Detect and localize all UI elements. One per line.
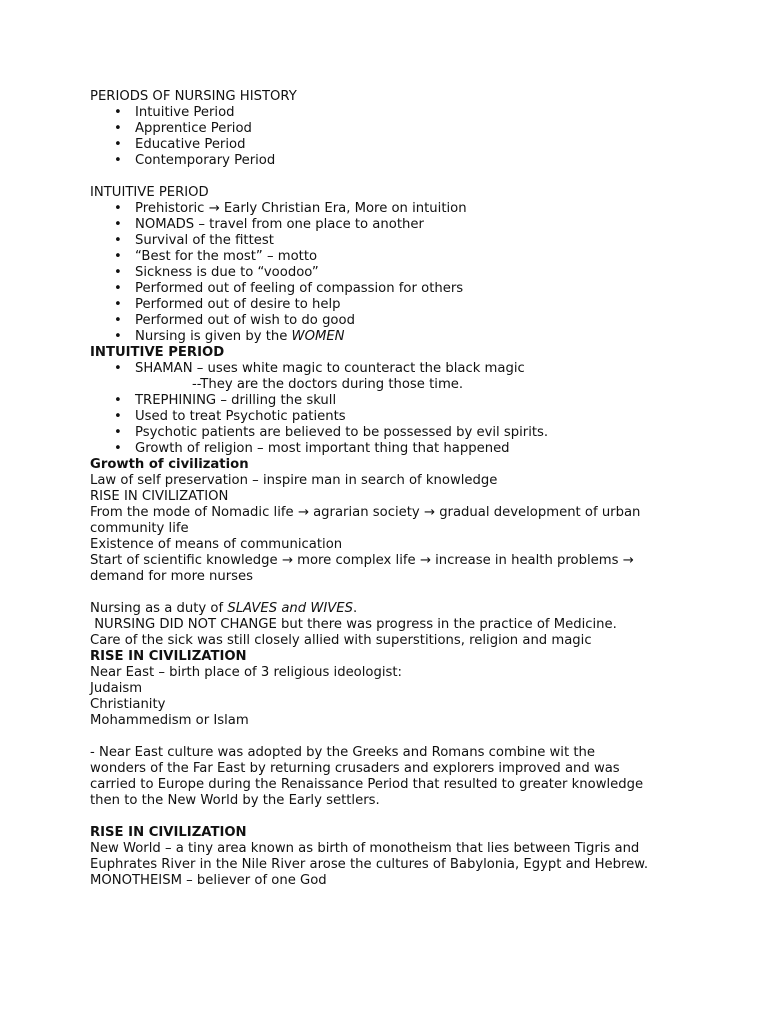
arrow-icon: →: [297, 505, 309, 520]
text: .: [352, 601, 358, 616]
list-item: • TREPHINING – drilling the skull: [90, 393, 690, 409]
list-item: [90, 201, 690, 217]
list-item: [90, 329, 690, 345]
arrow-icon: →: [208, 201, 220, 216]
rise-heading-1: RISE IN CIVILIZATION: [90, 649, 247, 664]
text: Early Christian Era, More on intuition: [223, 201, 467, 216]
paragraph-line: community life: [90, 521, 189, 536]
document-body: [90, 89, 690, 889]
emphasis-text: WOMEN: [291, 329, 345, 344]
paragraph-line: [90, 601, 690, 617]
paragraph-line: carried to Europe during the Renaissance Period that resulted to greater knowledge: [90, 777, 644, 792]
text: Prehistoric: [135, 201, 205, 216]
spacer: [90, 809, 690, 825]
paragraph-line: NURSING DID NOT CHANGE but there was progress in the practice of Medicine.: [90, 617, 617, 632]
list-item: • Growth of religion – most important thing that happened: [90, 441, 690, 457]
arrow-icon: →: [281, 553, 293, 568]
list-item: • Survival of the fittest: [90, 233, 690, 249]
intuitive-heading-2: INTUITIVE PERIOD: [90, 345, 225, 360]
paragraph-line: then to the New World by the Early settlers.: [90, 793, 380, 808]
spacer: [90, 169, 690, 185]
list-item: • SHAMAN – uses white magic to counteract the black magic: [90, 361, 690, 377]
list-item: • Apprentice Period: [90, 121, 690, 137]
arrow-icon: →: [423, 505, 435, 520]
paragraph-line: Judaism: [90, 681, 143, 696]
text: more complex life: [297, 553, 416, 568]
paragraph-line: MONOTHEISM – believer of one God: [90, 873, 327, 888]
text: Nursing is given by the: [135, 329, 288, 344]
intuitive-heading-1: INTUITIVE PERIOD: [90, 185, 209, 200]
rise-heading-2: RISE IN CIVILIZATION: [90, 825, 247, 840]
text: agrarian society: [313, 505, 420, 520]
text: Nursing as a duty of: [90, 601, 224, 616]
paragraph-line: Mohammedism or Islam: [90, 713, 249, 728]
paragraph-line: Care of the sick was still closely allied with superstitions, religion and magic: [90, 633, 592, 648]
paragraph-line: wonders of the Far East by returning crusaders and explorers improved and was: [90, 761, 620, 776]
arrow-icon: →: [419, 553, 431, 568]
paragraph-line: [90, 505, 690, 521]
paragraph-line: Near East – birth place of 3 religious ideologist:: [90, 665, 403, 680]
paragraph-line: demand for more nurses: [90, 569, 254, 584]
growth-heading: Growth of civilization: [90, 457, 249, 472]
paragraph-line: Euphrates River in the Nile River arose the cultures of Babylonia, Egypt and Hebrew.: [90, 857, 649, 872]
list-item: • Educative Period: [90, 137, 690, 153]
list-item: • Sickness is due to “voodoo”: [90, 265, 690, 281]
text: increase in health problems: [435, 553, 619, 568]
list-item: • Performed out of feeling of compassion for others: [90, 281, 690, 297]
sub-note: --They are the doctors during those time.: [192, 377, 464, 392]
arrow-icon: →: [622, 553, 634, 568]
paragraph-line: [90, 553, 690, 569]
periods-heading: PERIODS OF NURSING HISTORY: [90, 89, 297, 104]
list-item: • Contemporary Period: [90, 153, 690, 169]
list-item: • Psychotic patients are believed to be possessed by evil spirits.: [90, 425, 690, 441]
paragraph-line: Christianity: [90, 697, 166, 712]
list-item: • “Best for the most” – motto: [90, 249, 690, 265]
list-item: • Intuitive Period: [90, 105, 690, 121]
paragraph-line: RISE IN CIVILIZATION: [90, 489, 229, 504]
emphasis-text: SLAVES and WIVES: [227, 601, 353, 616]
paragraph-line: New World – a tiny area known as birth of monotheism that lies between Tigris and: [90, 841, 640, 856]
text: Start of scientific knowledge: [90, 553, 278, 568]
paragraph-line: Law of self preservation – inspire man in search of knowledge: [90, 473, 498, 488]
list-item: • Performed out of wish to do good: [90, 313, 690, 329]
list-item: • NOMADS – travel from one place to another: [90, 217, 690, 233]
text: From the mode of Nomadic life: [90, 505, 294, 520]
spacer: [90, 585, 690, 601]
paragraph-line: - Near East culture was adopted by the Greeks and Romans combine wit the: [90, 745, 595, 760]
list-item: • Performed out of desire to help: [90, 297, 690, 313]
paragraph-line: Existence of means of communication: [90, 537, 343, 552]
list-item: • Used to treat Psychotic patients: [90, 409, 690, 425]
text: gradual development of urban: [439, 505, 641, 520]
spacer: [90, 729, 690, 745]
